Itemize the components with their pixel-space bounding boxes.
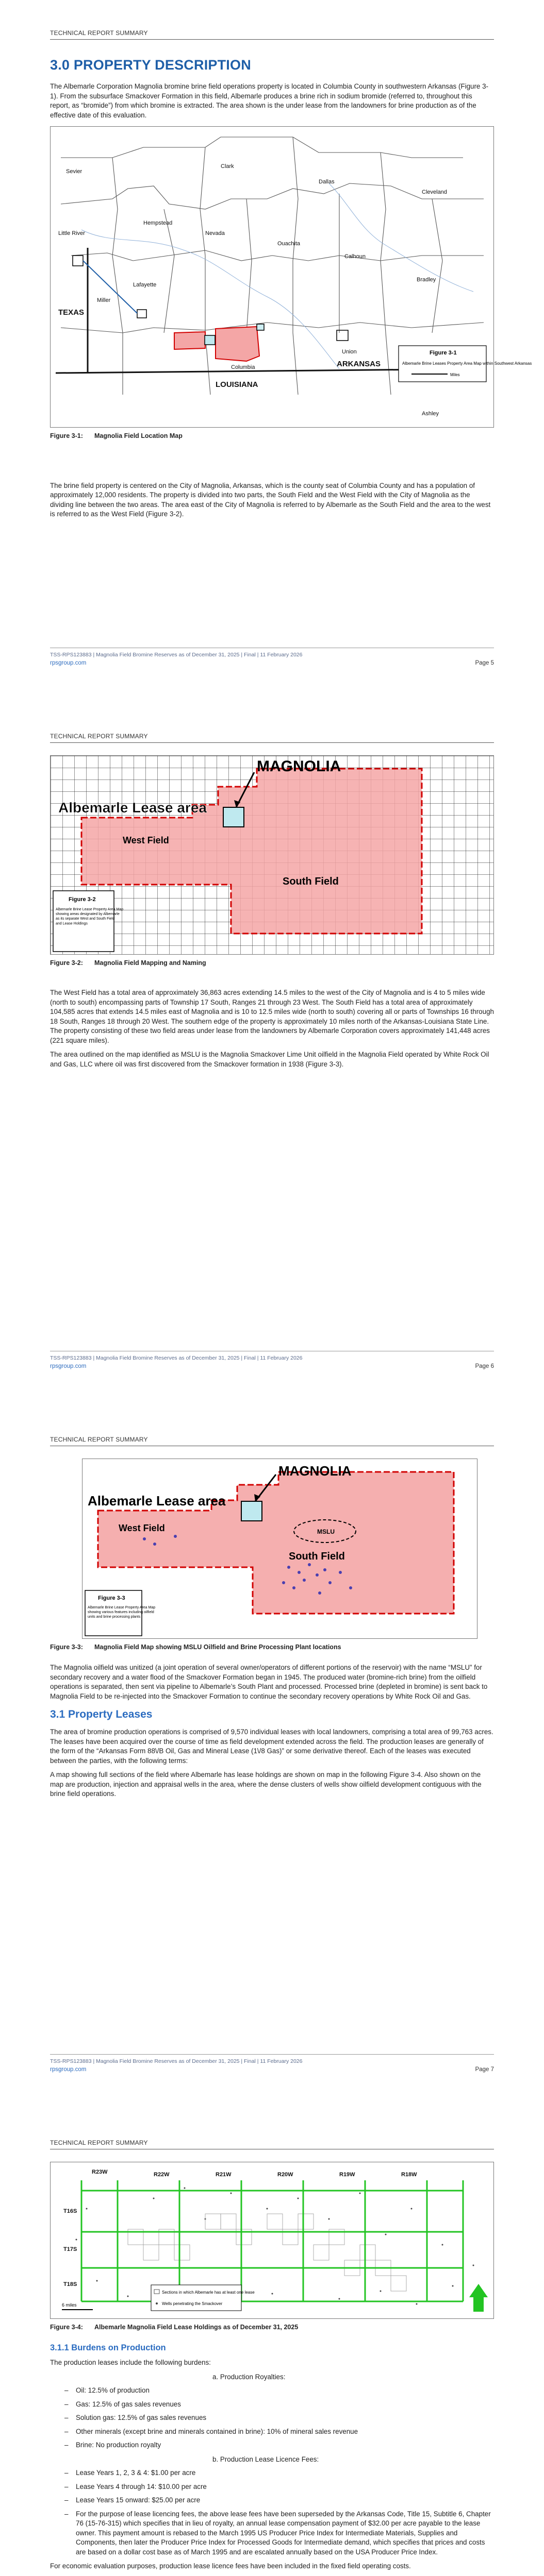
county-label: Union (342, 349, 357, 355)
west-field-outline (174, 332, 205, 349)
south-field-label: South Field (289, 1551, 345, 1562)
royalties-list (64, 2386, 494, 2450)
paragraph: The production leases include the following burdens: (50, 2359, 211, 2367)
county-label: Nevada (205, 230, 225, 237)
footer-site-link[interactable]: rpsgroup.com (50, 2066, 87, 2073)
legend-body: Albemarle Brine Lease Property Area Map showing various features including oilfield units and brine processing plants (88, 1606, 156, 1619)
subsection-heading: 3.1 Property Leases (50, 1708, 153, 1721)
magnolia-city (205, 335, 215, 345)
section-title: 3.0 PROPERTY DESCRIPTION (50, 57, 251, 73)
page-8 (0, 2110, 544, 2576)
figure-caption: Figure 3-1: Magnolia Field Location Map (50, 432, 183, 440)
paragraph: The area outlined on the map identified as MSLU is the Magnolia Smackover Lime Unit oilfield in the Magnolia Field operated by White Rock Oil and Gas, LLC where oil was first discovered from the Smackover formation in 1938 (Figure 3-3). (50, 1050, 489, 1068)
paragraph: The Magnolia oilfield was unitized (a joint operation of several owner/operators of different portions of the reservoir) with the name “MSLU” for secondary recovery and a water flood of the Smackover Formation began in 1945. The produced water (bromine-rich brine) from the oilfield operations is separated, then sent via pipeline to Albemarle’s South Plant and processed. Processed brine (depleted in bromine) is sent back to Magnolia Field to be re-injected into the Smackover Formation to continue the secondary recovery operations by White Rock Oil and Gas. (50, 1664, 488, 1700)
mslu-label: MSLU (317, 1528, 335, 1535)
location-map-figure (50, 126, 532, 428)
paragraph: A map showing full sections of the field where Albemarle has lease holdings are shown on map in the following Figure 3-4. Also shown on the map are production, injection and appraisal wells in the area, where the dense clusters of wells show oilfield development contiguous with the brine field operations. (50, 1771, 482, 1798)
list-item: – Solution gas: 12.5% of gas sales revenues (64, 2413, 494, 2423)
south-field-outline (216, 327, 259, 361)
county-label: Little River (58, 230, 85, 237)
paragraph: The brine field property is centered on the City of Magnolia, Arkansas, which is the county seat of Columbia County and has a population of approximately 12,000 residents. The property is divided into two parts, the South Field and the West Field with the City of Magnolia as the dividing line between the two areas. The area east of the City of Magnolia is referred to by Albemarle as the South Field and the area to the west is referred to as the West Field (Figure 3-2). (50, 481, 491, 518)
mslu-map (83, 1459, 477, 1638)
page-number: Page 7 (475, 2066, 494, 2073)
county-label: Miller (97, 297, 111, 304)
south-field-label: South Field (283, 876, 339, 887)
legend-title: Figure 3-2 (69, 896, 96, 903)
county-label: Ashley (422, 411, 439, 417)
list-item: – Other minerals (except brine and minerals contained in brine): 10% of mineral sales revenue (64, 2427, 494, 2437)
magnolia-city (223, 807, 244, 827)
legend-body: Albemarle Brine Lease Property Area Map showing areas designated by Albemarle as its separate West and South Field and Lease Holdings (56, 908, 124, 926)
county-label: Bradley (417, 277, 436, 283)
footer-rule (50, 2054, 494, 2055)
figure-caption: Figure 3-4: Albemarle Magnolia Field Lease Holdings as of December 31, 2025 (50, 2324, 299, 2331)
paragraph: The West Field has a total area of approximately 36,863 acres extending 14.5 miles to the west of the City of Magnolia and is 4 to 5 miles wide (north to south) encompassing parts of Township 17 South, Ranges 21 through 23 West. The South Field has a total area of approximately 104,585 acres that extends 14.5 miles east of Magnolia and is 10 to 12.5 miles wide (north to south) covering all or parts of Townships 16 through 18 South, Ranges 18 through 20 West. The southern edge of the property is approximately 10 miles north of the Arkansas-Louisiana State Line. The property consisting of these two field areas under lease from the landowners by Albemarle Corporation covers approximately 141,448 acres (221 square miles). (50, 989, 494, 1044)
footer-reference: TSS-RPS123883 | Magnolia Field Bromine Reserves as of December 31, 2025 | Final | 11 February 2026 (50, 652, 303, 658)
page-7 (0, 1406, 544, 2110)
plant-marker (257, 324, 264, 330)
north-arrow-icon (473, 2296, 484, 2312)
lease-area-label: Albemarle Lease area (58, 800, 207, 816)
header-rule (50, 742, 494, 743)
field-mapping-figure (50, 755, 494, 955)
page-5 (0, 0, 544, 703)
page-6 (0, 703, 544, 1406)
state-label: ARKANSAS (337, 360, 381, 369)
county-label: Calhoun (344, 253, 366, 260)
fees-list (64, 2468, 494, 2557)
list-heading: b. Production Lease Licence Fees: (212, 2455, 319, 2463)
footer-reference: TSS-RPS123883 | Magnolia Field Bromine Reserves as of December 31, 2025 | Final | 11 February 2026 (50, 2058, 303, 2064)
lease-area-label: Albemarle Lease area (88, 1493, 226, 1509)
county-label: Columbia (231, 364, 255, 371)
list-item: – Lease Years 1, 2, 3 & 4: $1.00 per acre (64, 2468, 494, 2478)
legend-title: Figure 3-1 (430, 350, 457, 357)
county-label: Dallas (319, 179, 335, 185)
map-legend (151, 2285, 241, 2311)
magnolia-label: MAGNOLIA (278, 1463, 352, 1479)
range-label: R20W (277, 2172, 293, 2178)
range-label: R21W (216, 2172, 232, 2178)
footer-site-link[interactable]: rpsgroup.com (50, 660, 87, 666)
west-field-label: West Field (119, 1523, 165, 1533)
paragraph: The Albemarle Corporation Magnolia bromine brine field operations property is located in Columbia County in southwestern Arkansas (Figure 3-1). From the subsurface Smackover Formation in this field, Albemarle produces a brine rich in sodium bromide (referred to, throughout this report, as “bromide”) from which bromine is extracted. The area shown is the under lease from the landowners for brine production as of the effective date of this evaluation. (50, 82, 488, 119)
lease-holdings-map (51, 2162, 493, 2318)
field-grid-map (51, 756, 493, 954)
legend-body: Albemarle Brine Leases Property Area Map within Southwest Arkansas (402, 361, 532, 366)
county-label: Sevier (66, 168, 83, 175)
list-item: – Lease Years 15 onward: $25.00 per acre (64, 2496, 494, 2505)
range-label: R18W (401, 2172, 417, 2178)
subsubsection-heading: 3.1.1 Burdens on Production (50, 2343, 166, 2353)
list-heading: a. Production Royalties: (212, 2372, 286, 2381)
county-label: Cleveland (422, 189, 447, 196)
figure-caption: Figure 3-2: Magnolia Field Mapping and Naming (50, 959, 206, 967)
state-label: TEXAS (58, 308, 85, 317)
county-label: Hempstead (143, 220, 173, 227)
range-label: R23W (92, 2169, 108, 2175)
west-field-label: West Field (123, 835, 169, 845)
legend-item: Sections in which Albemarle has at least one lease (162, 2290, 255, 2295)
running-head: TECHNICAL REPORT SUMMARY (50, 2139, 148, 2146)
list-item: – Oil: 12.5% of production (64, 2386, 494, 2396)
scale-label: Miles (450, 372, 460, 378)
paragraph: The area of bromine production operations is comprised of 9,570 individual leases with local landowners, comprising a total area of 99,763 acres. The leases have been acquired over the course of time as field development extended across the field. The production leases are generally of the form of the “Arkansas Form 88\/B Oil, Gas and Mineral Lease (1\/8 Gas)” or some derivative thereof. Each of the leases was executed between the parties, with the following terms: (50, 1728, 493, 1765)
footer-site-link[interactable]: rpsgroup.com (50, 1363, 87, 1369)
range-label: R19W (339, 2172, 355, 2178)
page-number: Page 5 (475, 660, 494, 666)
header-rule (50, 39, 494, 40)
legend-item: Wells penetrating the Smackover (162, 2301, 223, 2306)
township-label: T17S (63, 2246, 77, 2252)
figure-caption: Figure 3-3: Magnolia Field Map showing MSLU Oilfield and Brine Processing Plant locations (50, 1643, 341, 1651)
township-label: T18S (63, 2281, 77, 2287)
county-label: Lafayette (133, 282, 157, 289)
paragraph: For economic evaluation purposes, production lease licence fees have been included in the fixed field operating costs. (50, 2562, 411, 2570)
state-label: LOUISIANA (216, 380, 258, 389)
list-item: – Brine: No production royalty (64, 2441, 494, 2450)
county-label: Clark (221, 163, 234, 170)
running-head: TECHNICAL REPORT SUMMARY (50, 733, 148, 740)
magnolia-city (241, 1501, 262, 1521)
list-item: – For the purpose of lease licencing fees, the above lease fees have been superseded by the Arkansas Code, Title 15, Subtitle 6, Chapter 76 (15-76-315) which specifies that in lieu of royalty, an annual lease compensation payment of $32.00 per acre payable to the lease owner. This payment amount is rebased to the March 1995 US Producer Price Index for Intermediate Materials, Supplies and Components, then later the Producer Price Index for Processed Goods for Intermediate demand, which specifies that prices and costs are based on a dollar cost base as of March 1995 and are escalated annually based on the USA Producer Price Index. (64, 2510, 494, 2557)
range-label: R22W (154, 2172, 170, 2178)
running-head: TECHNICAL REPORT SUMMARY (50, 29, 148, 37)
magnolia-label: MAGNOLIA (257, 758, 341, 775)
running-head: TECHNICAL REPORT SUMMARY (50, 1436, 148, 1443)
footer-reference: TSS-RPS123883 | Magnolia Field Bromine Reserves as of December 31, 2025 | Final | 11 February 2026 (50, 1355, 303, 1361)
scale-label: 6 miles (62, 2302, 77, 2308)
list-item: – Lease Years 4 through 14: $10.00 per acre (64, 2482, 494, 2492)
mslu-map-figure (82, 1459, 477, 1639)
lease-holdings-figure (50, 2162, 494, 2319)
legend-title: Figure 3-3 (98, 1595, 125, 1601)
page-number: Page 6 (475, 1363, 494, 1369)
location-map (51, 127, 532, 427)
township-label: T16S (63, 2208, 77, 2214)
county-label: Ouachita (277, 241, 301, 247)
list-item: – Gas: 12.5% of gas sales revenues (64, 2400, 494, 2410)
